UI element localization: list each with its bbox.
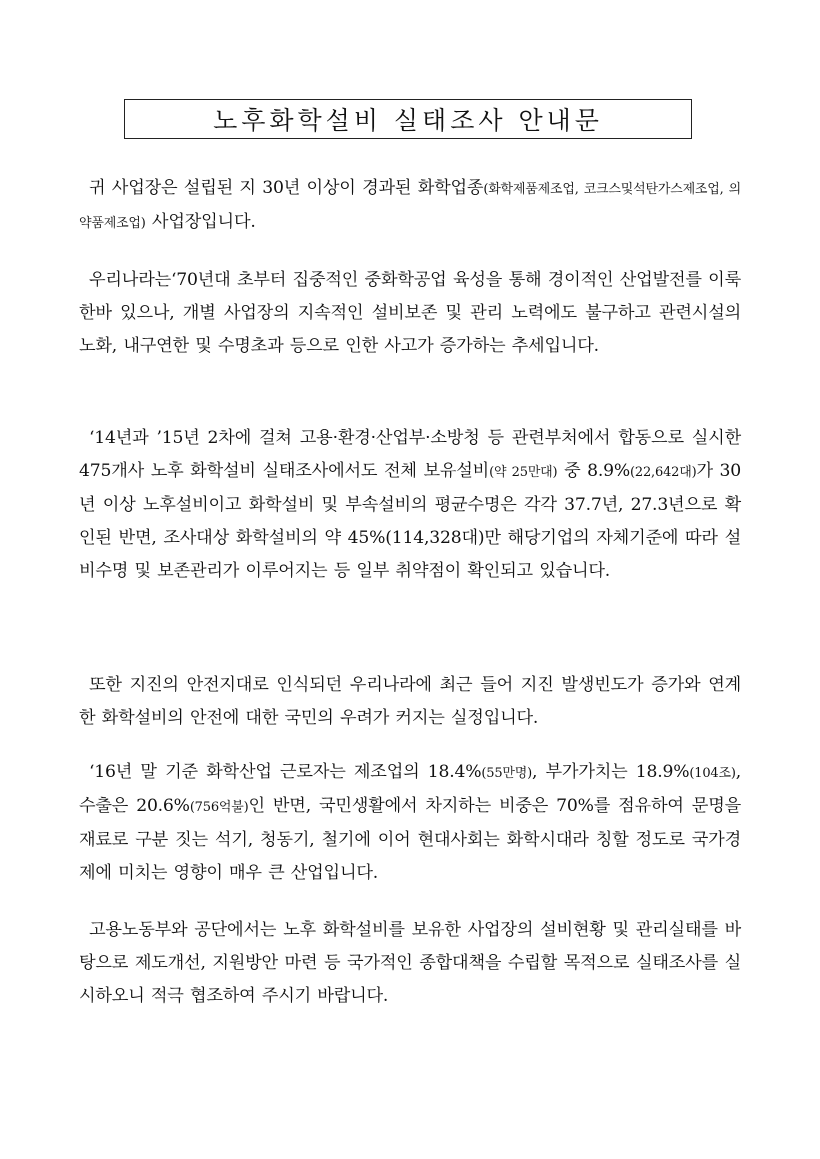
paragraph-5-text-a: ‘16년 말 기준 화학산업 근로자는 제조업의 18.4% <box>89 762 482 782</box>
paragraph-3-text-c: 가 30년 이상 노후설비이고 화학설비 및 부속설비의 평균수명은 각각 37.7년, 27.3년으로 확인된 반면, 조사대상 화학설비의 약 45%(114,328대)만 해당기업의 자체기준에 따라 설비수명 및 보존관리가 이루어지는 등 일부 취약점이 확인되고 있습니다. <box>79 461 741 581</box>
paragraph-5-note-c: (756억불) <box>189 800 249 815</box>
paragraph-3-note-a: (약 25만대) <box>489 465 558 480</box>
paragraph-1 <box>79 172 741 240</box>
paragraph-5-note-b: (104조) <box>689 766 736 781</box>
paragraph-3-text-b: 중 8.9% <box>557 461 631 481</box>
paragraph-1-text-b: 사업장입니다. <box>145 212 256 232</box>
paragraph-5-text-b: , 부가가치는 18.9% <box>531 762 690 782</box>
paragraph-4: 또한 지진의 안전지대로 인식되던 우리나라에 최근 들어 지진 발생빈도가 증가와 연계한 화학설비의 안전에 대한 국민의 우려가 커지는 실정입니다. <box>79 675 741 728</box>
paragraph-3-text-a: ‘14년과 ’15년 2차에 걸쳐 고용·환경·산업부·소방청 등 관련부처에서 합동으로 실시한 475개사 노후 화학설비 실태조사에서도 전체 보유설비 <box>79 428 741 481</box>
paragraph-5 <box>79 756 741 890</box>
paragraph-1-text-a: 귀 사업장은 설립된 지 30년 이상이 경과된 화학업종 <box>89 178 484 198</box>
document-title: 노후화학설비 실태조사 안내문 <box>213 106 603 135</box>
paragraph-2: 우리나라는‘70년대 초부터 집중적인 중화학공업 육성을 통해 경이적인 산업발전를 이룩한바 있으나, 개별 사업장의 지속적인 설비보존 및 관리 노력에도 불구하고 관련시설의 노화, 내구연한 및 수명초과 등으로 인한 사고가 증가하는 추세입니다. <box>79 270 741 356</box>
paragraph-5-text-d: 인 반면, 국민생활에서 차지하는 비중은 70%를 점유하여 문명을 재료로 구분 짓는 석기, 청동기, 철기에 이어 현대사회는 화학시대라 칭할 정도로 국가경제에 미치는 영향이 매우 큰 산업입니다. <box>79 796 741 883</box>
paragraph-6: 고용노동부와 공단에서는 노후 화학설비를 보유한 사업장의 설비현황 및 관리실태를 바탕으로 제도개선, 지원방안 마련 등 국가적인 종합대책을 수립할 목적으로 실태조사를 실시하오니 적극 협조하여 주시기 바랍니다. <box>79 920 741 1006</box>
paragraph-3-note-b: (22,642대) <box>630 465 697 480</box>
paragraph-5-note-a: (55만명) <box>481 766 532 781</box>
paragraph-3 <box>79 422 741 588</box>
paragraph-5-text-c: , 수출은 20.6% <box>79 762 741 816</box>
title-box <box>124 99 692 139</box>
paragraph-1-note: (화학제품제조업, 코크스및석탄가스제조업, 의약품제조업) <box>79 182 741 231</box>
